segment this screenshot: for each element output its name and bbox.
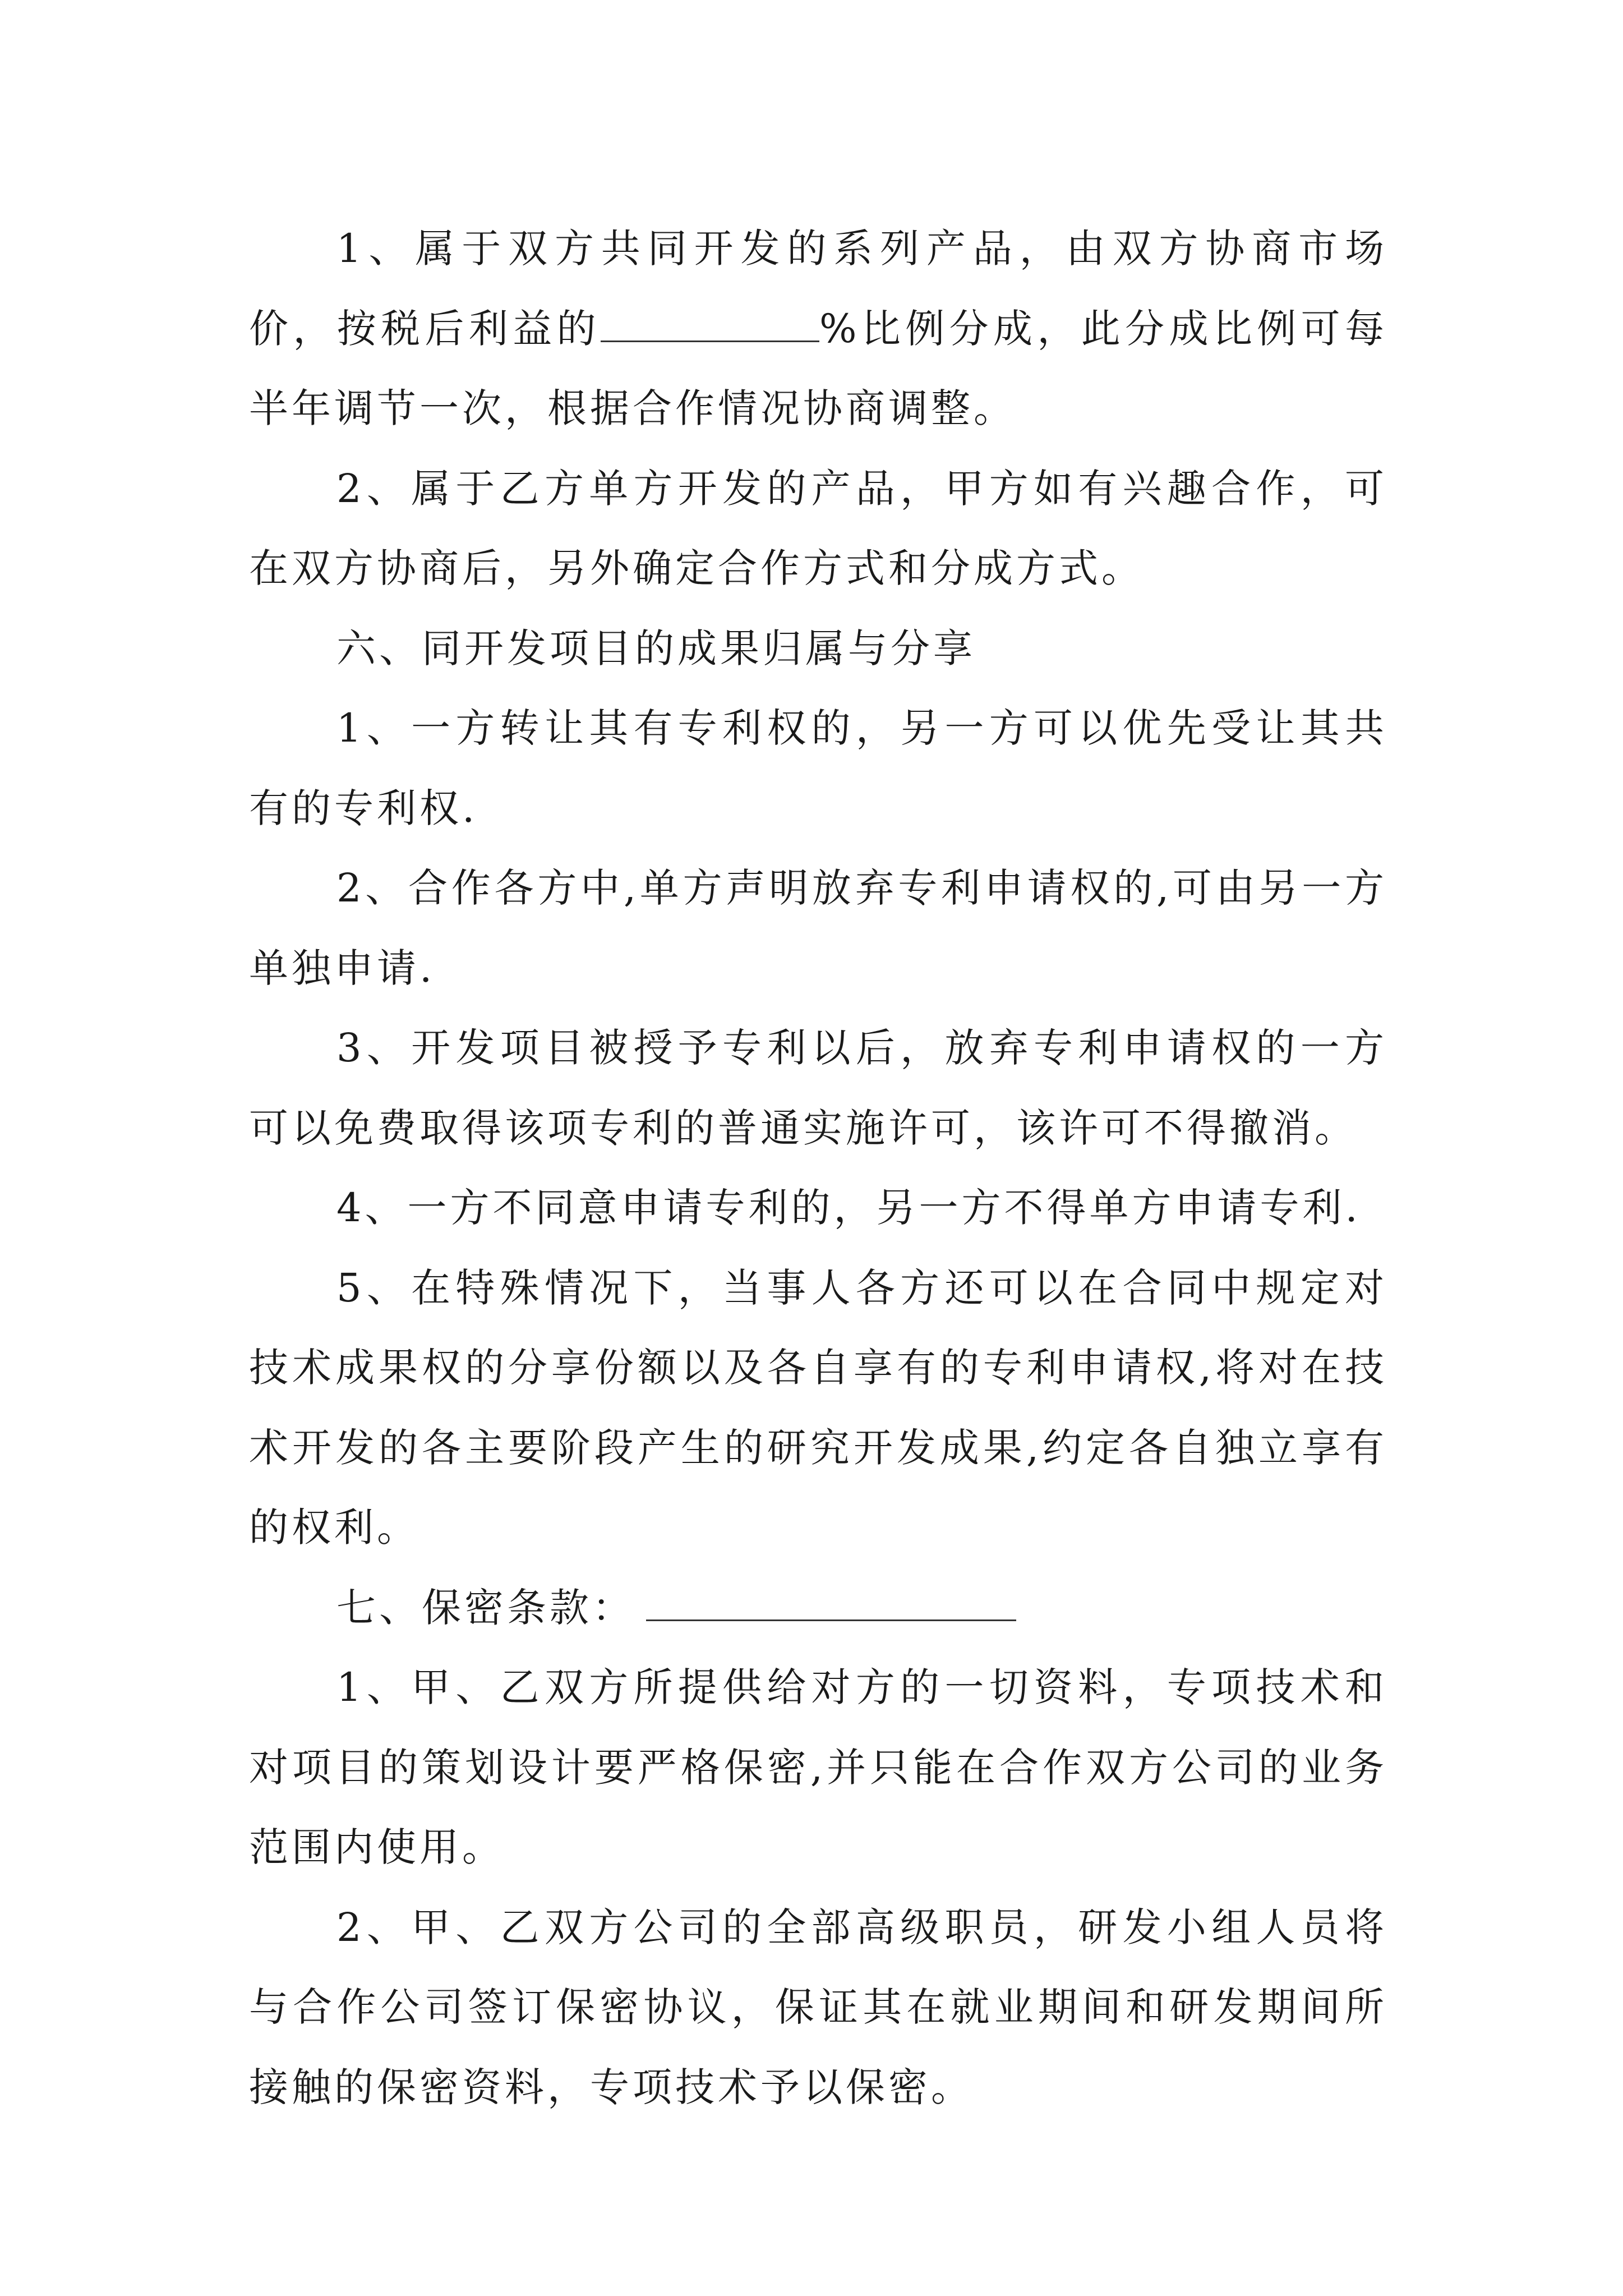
section-heading-confidentiality xyxy=(249,1568,1387,1648)
paragraph-special-circumstances: 5、在特殊情况下，当事人各方还可以在合同中规定对技术成果权的分享份额以及各自享有的专利申请权,将对在技术开发的各主要阶段产生的研究开发成果,约定各自独立享有的权利。 xyxy=(249,1264,1387,1550)
confidentiality-blank xyxy=(646,1587,1016,1621)
paragraph-profit-sharing xyxy=(249,209,1387,449)
paragraph-patent-disagreement: 4、一方不同意申请专利的，另一方不得单方申请专利. xyxy=(336,1185,1361,1231)
paragraph-confidentiality-agreement: 2、甲、乙双方公司的全部高级职员，研发小组人员将与合作公司签订保密协议，保证其在就业期间和研发期间所接触的保密资料，专项技术予以保密。 xyxy=(249,1904,1387,2110)
paragraph-patent-transfer: 1、一方转让其有专利权的，另一方可以优先受让其共有的专利权. xyxy=(249,705,1387,831)
paragraph-patent-waiver: 2、合作各方中,单方声明放弃专利申请权的,可由另一方单独申请. xyxy=(249,865,1387,991)
paragraph-text-continued: %比例分成，此分成比例可每半年调节一次，根据合作情况协商调整。 xyxy=(249,305,1388,431)
paragraph-patent-license: 3、开发项目被授予专利以后，放弃专利申请权的一方可以免费取得该项专利的普通实施许可，该许可不得撤消。 xyxy=(249,1025,1387,1151)
percentage-blank xyxy=(601,308,819,342)
paragraph-text: 1、属于双方共同开发的系列产品，由双方协商市场价，按税后利益的 xyxy=(249,226,1387,352)
document-body xyxy=(249,209,1387,2127)
section-heading-results-ownership: 六、同开发项目的成果归属与分享 xyxy=(336,625,976,671)
paragraph-text: 七、保密条款： xyxy=(336,1584,635,1631)
paragraph-confidential-materials: 1、甲、乙双方所提供给对方的一切资料，专项技术和对项目的策划设计要严格保密,并只能在合作双方公司的业务范围内使用。 xyxy=(249,1664,1387,1870)
paragraph-unilateral-products: 2、属于乙方单方开发的产品，甲方如有兴趣合作，可在双方协商后，另外确定合作方式和分成方式。 xyxy=(249,465,1387,591)
